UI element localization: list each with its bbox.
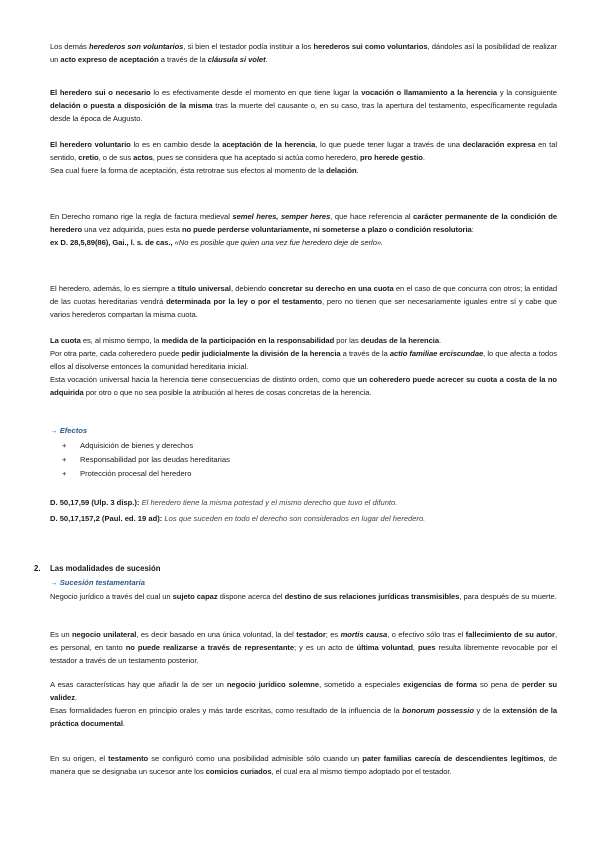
section-number: 2.	[34, 564, 41, 573]
paragraph-heres-voluntarius: El heredero voluntario lo es en cambio desde la aceptación de la herencia, lo que puede tener lugar a través de una declaración expresa en tal sentido, cretio, o de sus actos, pues se considera que ha aceptado si actúa como heredero, pro herede gestio. Sea cual fuere la forma de aceptación, ésta retrotrae sus efectos al momento de la delación.	[50, 140, 558, 175]
citation-ulp: D. 50,17,59 (Ulp. 3 disp.): El heredero tiene la misma potestad y el mismo derecho que tuvo el difunto.	[50, 498, 398, 507]
list-item: + Protección procesal del heredero	[62, 469, 192, 478]
section-title: Las modalidades de sucesión	[50, 564, 161, 573]
list-item: + Adquisición de bienes y derechos	[62, 441, 194, 450]
paragraph-voluntary-heirs: Los demás herederos son voluntarios, si bien el testador podía instituir a los herederos sui como voluntarios, dándoles así la posibilidad de realizar un acto expreso de aceptación a través de la cláusula si volet.	[50, 42, 557, 64]
paragraph-negocio-solemne: A esas características hay que añadir la de ser un negocio jurídico solemne, sometido a especiales exigencias de forma so pena de perder su validez. Esas formalidades fueron en principio orales y más tarde escritas, como resultado de la influencia de la bonorum possessio y de la extensión de la práctica documental.	[50, 680, 557, 728]
citation-paul: D. 50,17,157,2 (Paul. ed. 19 ad): Los que suceden en todo el derecho son considerados en lugar del heredero.	[50, 514, 426, 523]
paragraph-negocio-juridico: Negocio jurídico a través del cual un sujeto capaz dispone acerca del destino de sus relaciones jurídicas transmisibles, para después de su muerte.	[50, 592, 557, 601]
paragraph-cuota: La cuota es, al mismo tiempo, la medida de la participación en la responsabilidad por las deudas de la herencia. Por otra parte, cada coheredero puede pedir judicialmente la división de la herencia a través de la actio familiae erciscundae, lo que afecta a todos ellos al disolverse entonces la comunidad hereditaria inicial. Esta vocación universal hacia la herencia tiene consecuencias de distinto orden, como que un coheredero puede acrecer su cuota a costa de la no adquirida por otro o que no sea posible la atribución al heres de cosas concretas de la herencia.	[50, 336, 558, 397]
paragraph-negocio-unilateral: Es un negocio unilateral, es decir basado en una única voluntad, la del testador; es mortis causa, o efectivo sólo tras el fallecimiento de su autor, es personal, en tanto no puede realizarse a través de representante; y es un acto de última voluntad, pues resulta libremente revocable por el testador a través de un testamento posterior.	[50, 630, 557, 665]
effects-heading: → Efectos	[50, 426, 88, 435]
paragraph-semel-heres: En Derecho romano rige la regla de factura medieval semel heres, semper heres, que hace referencia al carácter permanente de la condición de heredero una vez adquirida, pues esta no puede perderse voluntariamente, ni someterse a plazo o condición resolutoria: ex D. 28,5,89(86), Gai., l. s. de cas., «No es posible que quien una vez fue heredero deje de serlo».	[50, 212, 557, 247]
paragraph-origen-testamento: En su origen, el testamento se configuró como una posibilidad admisible sólo cuando un pater familias carecía de descendientes legítimos, de manera que se designaba un sucesor ante los comicios curiados, el cual era al mismo tiempo adoptado por el testador.	[50, 754, 557, 776]
paragraph-heres-sui: El heredero sui o necesario lo es efectivamente desde el momento en que tiene lugar la vocación o llamamiento a la herencia y la consiguiente delación o puesta a disposición de la misma tras la muerte del causante o, en su caso, tras la apertura del testamento, específicamente regulada desde la época de Augusto.	[50, 88, 557, 123]
list-item: + Responsabilidad por las deudas hereditarias	[62, 455, 230, 464]
subsection-heading: → Sucesión testamentaria	[50, 578, 145, 587]
paragraph-universal-title: El heredero, además, lo es siempre a título universal, debiendo concretar su derecho en una cuota en el caso de que concurra con otros; la entidad de las cuotas hereditarias vendrá determinada por la ley o por el testamento, pero no tienen que ser necesariamente iguales entre sí y cabe que varios herederos compartan la misma cuota.	[50, 284, 558, 319]
